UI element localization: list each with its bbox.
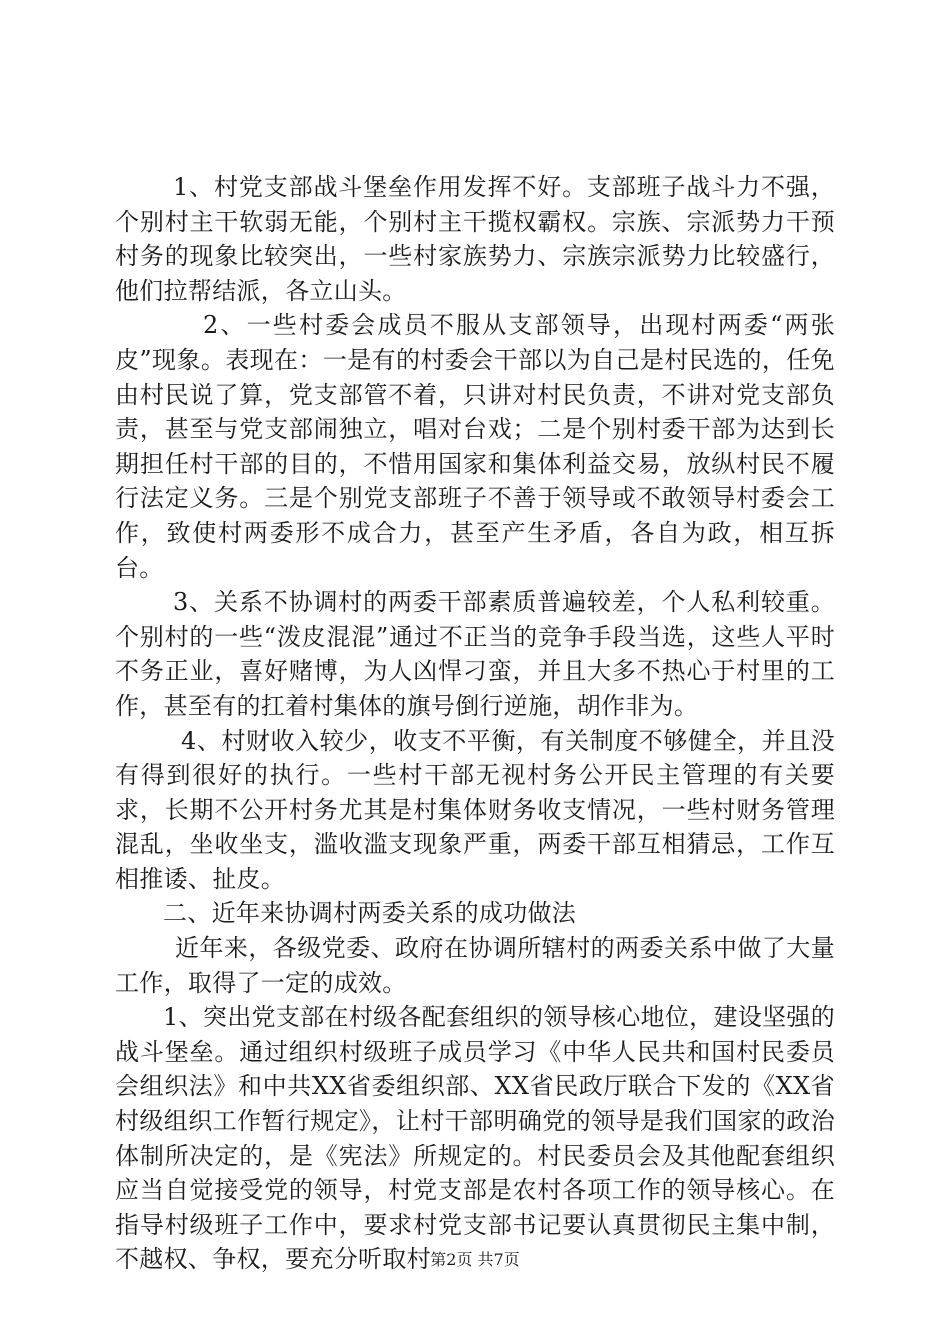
paragraph-5: 近年来，各级党委、政府在协调所辖村的两委关系中做了大量工作，取得了一定的成效。 — [115, 934, 835, 997]
paragraph-4: 4、村财收入较少，收支不平衡，有关制度不够健全，并且没有得到很好的执行。一些村干部无视村务公开民主管理的有关要求，长期不公开村务尤其是村集体财务收支情况，一些村财务管理混乱，坐收坐支，滥收滥支现象严重，两委干部互相猜忌，工作互相推诿、扯皮。 — [115, 726, 835, 893]
document-body — [115, 170, 835, 1277]
paragraph-6: 1、突出党支部在村级各配套组织的领导核心地位，建设坚强的战斗堡垒。通过组织村级班子成员学习《中华人民共和国村民委员会组织法》和中共XX省委组织部、XX省民政厅联合下发的《XX省村级组织工作暂行规定》，让村干部明确党的领导是我们国家的政治体制所决定的，是《宪法》所规定的。村民委员会及其他配套组织应当自觉接受党的领导，村党支部是农村各项工作的领导核心。在指导村级班子工作中，要求村党支部书记要认真贯彻民主集中制，不越权、争权，要充分听取村 — [115, 1003, 835, 1274]
paragraph-2: 2、一些村委会成员不服从支部领导，出现村两委“两张皮”现象。表现在：一是有的村委会干部以为自己是村民选的，任免由村民说了算，党支部管不着，只讲对村民负责，不讲对党支部负责，甚至与党支部闹独立，唱对台戏；二是个别村委干部为达到长期担任村干部的目的，不惜用国家和集体利益交易，放纵村民不履行法定义务。三是个别党支部班子不善于领导或不敢领导村委会工作，致使村两委形不成合力，甚至产生矛盾，各自为政，相互拆台。 — [115, 311, 835, 582]
page-number-footer: 第2页 共7页 — [430, 1250, 520, 1269]
paragraph-1: 1、村党支部战斗堡垒作用发挥不好。支部班子战斗力不强，个别村主干软弱无能，个别村主干揽权霸权。宗族、宗派势力干预村务的现象比较突出，一些村家族势力、宗族宗派势力比较盛行，他们拉帮结派，各立山头。 — [115, 173, 835, 305]
section-heading: 二、近年来协调村两委关系的成功做法 — [163, 899, 577, 928]
paragraph-3: 3、关系不协调村的两委干部素质普遍较差，个人私利较重。个别村的一些“泼皮混混”通过不正当的竞争手段当选，这些人平时不务正业，喜好赌博，为人凶悍刁蛮，并且大多不热心于村里的工作，甚至有的扛着村集体的旗号倒行逆施，胡作非为。 — [115, 588, 835, 720]
